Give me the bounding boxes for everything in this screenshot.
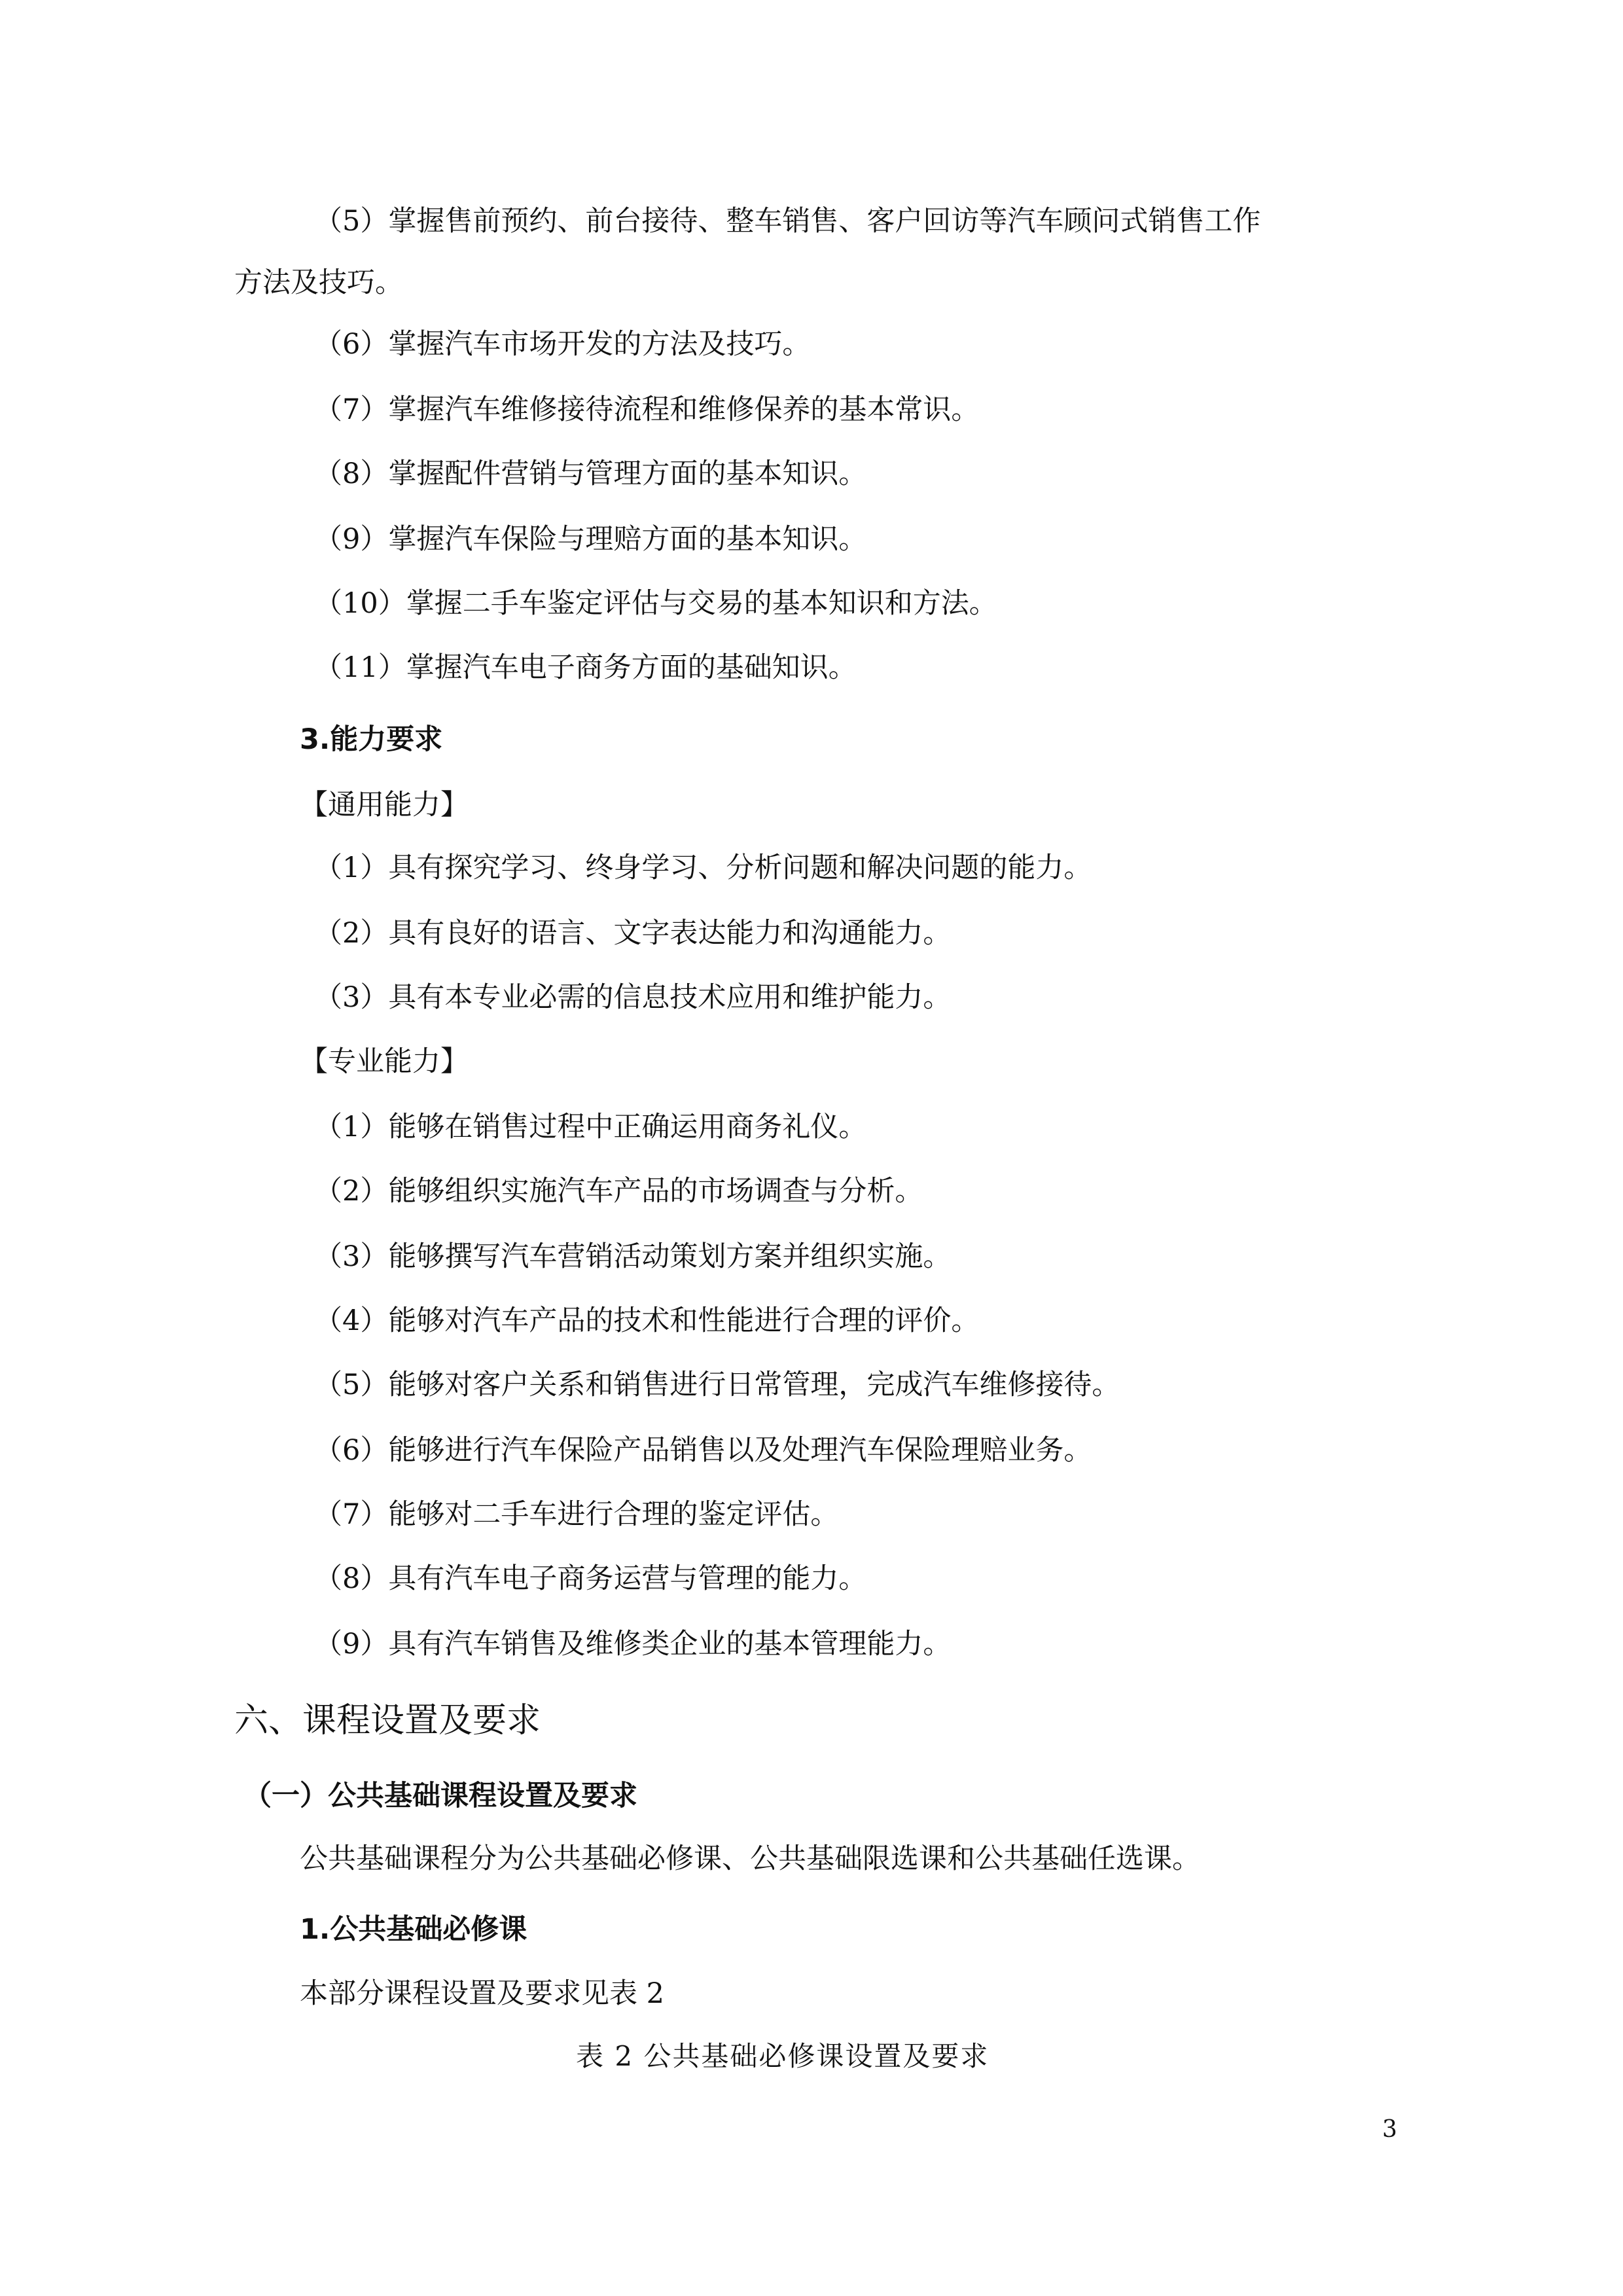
section-6-1-text: 公共基础课程分为公共基础必修课、公共基础限选课和公共基础任选课。 <box>300 1842 1200 1875</box>
professional-ability-item-9: （9）具有汽车销售及维修类企业的基本管理能力。 <box>314 1628 952 1660</box>
general-ability-label: 【通用能力】 <box>300 789 469 821</box>
knowledge-item-5-cont: 方法及技巧。 <box>234 266 403 299</box>
knowledge-item-7: （7）掌握汽车维修接待流程和维修保养的基本常识。 <box>314 393 980 426</box>
professional-ability-label: 【专业能力】 <box>300 1045 469 1078</box>
table-2-caption: 表 2 公共基础必修课设置及要求 <box>576 2040 990 2072</box>
general-ability-item-3: （3）具有本专业必需的信息技术应用和维护能力。 <box>314 981 952 1014</box>
professional-ability-item-6: （6）能够进行汽车保险产品销售以及处理汽车保险理赔业务。 <box>314 1434 1092 1467</box>
general-ability-item-1: （1）具有探究学习、终身学习、分析问题和解决问题的能力。 <box>314 852 1092 884</box>
professional-ability-item-4: （4）能够对汽车产品的技术和性能进行合理的评价。 <box>314 1304 980 1337</box>
professional-ability-item-8: （8）具有汽车电子商务运营与管理的能力。 <box>314 1562 867 1595</box>
knowledge-item-11: （11）掌握汽车电子商务方面的基础知识。 <box>314 651 857 684</box>
section-6-1-1-heading: 1.公共基础必修课 <box>300 1913 527 1946</box>
general-ability-item-2: （2）具有良好的语言、文字表达能力和沟通能力。 <box>314 917 952 950</box>
ability-heading: 3.能力要求 <box>300 723 443 756</box>
knowledge-item-9: （9）掌握汽车保险与理赔方面的基本知识。 <box>314 523 867 556</box>
section-6-1-1-text: 本部分课程设置及要求见表 2 <box>300 1977 665 2010</box>
section-6-1-heading: （一）公共基础课程设置及要求 <box>243 1780 637 1812</box>
professional-ability-item-7: （7）能够对二手车进行合理的鉴定评估。 <box>314 1498 839 1531</box>
knowledge-item-6: （6）掌握汽车市场开发的方法及技巧。 <box>314 328 811 361</box>
knowledge-item-5: （5）掌握售前预约、前台接待、整车销售、客户回访等汽车顾问式销售工作 <box>314 205 1261 238</box>
page-number: 3 <box>1382 2116 1397 2143</box>
section-6-heading: 六、课程设置及要求 <box>234 1701 541 1740</box>
professional-ability-item-3: （3）能够撰写汽车营销活动策划方案并组织实施。 <box>314 1240 952 1273</box>
professional-ability-item-1: （1）能够在销售过程中正确运用商务礼仪。 <box>314 1111 867 1143</box>
professional-ability-item-5: （5）能够对客户关系和销售进行日常管理，完成汽车维修接待。 <box>314 1369 1120 1401</box>
knowledge-item-10: （10）掌握二手车鉴定评估与交易的基本知识和方法。 <box>314 587 997 620</box>
knowledge-item-8: （8）掌握配件营销与管理方面的基本知识。 <box>314 457 867 490</box>
professional-ability-item-2: （2）能够组织实施汽车产品的市场调查与分析。 <box>314 1175 923 1208</box>
